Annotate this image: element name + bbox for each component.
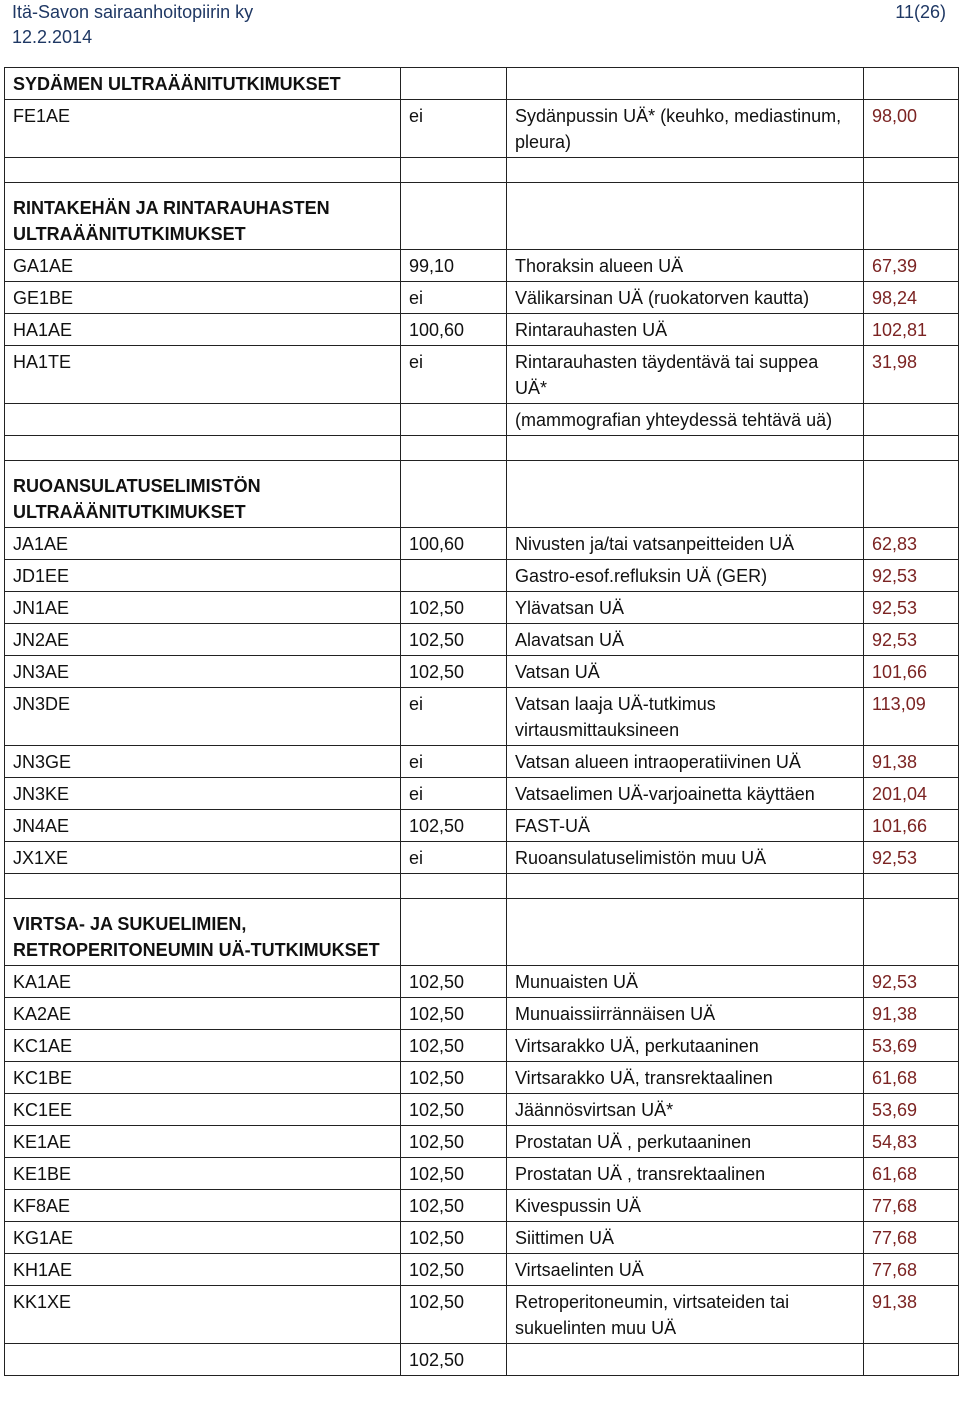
price-row — [5, 1062, 959, 1094]
price-row — [5, 746, 959, 778]
section-title: SYDÄMEN ULTRAÄÄNITUTKIMUKSET — [5, 68, 401, 100]
procedure-description: Munuaissiirrännäisen UÄ — [507, 998, 864, 1030]
price-row — [5, 1126, 959, 1158]
procedure-description: Virtsarakko UÄ, transrektaalinen — [507, 1062, 864, 1094]
price-row — [5, 624, 959, 656]
procedure-price: 67,39 — [864, 250, 959, 282]
empty-cell — [507, 158, 864, 183]
organization-name: Itä-Savon sairaanhoitopiirin ky — [12, 2, 254, 22]
previous-price: 102,50 — [401, 1062, 507, 1094]
empty-cell — [507, 183, 864, 250]
previous-price: 102,50 — [401, 1030, 507, 1062]
procedure-description: Vatsaelimen UÄ-varjoainetta käyttäen — [507, 778, 864, 810]
procedure-description: Thoraksin alueen UÄ — [507, 250, 864, 282]
previous-price: ei — [401, 778, 507, 810]
procedure-code — [5, 404, 401, 436]
empty-cell — [507, 436, 864, 461]
procedure-code: JN2AE — [5, 624, 401, 656]
empty-cell — [864, 183, 959, 250]
previous-price: 102,50 — [401, 998, 507, 1030]
price-row — [5, 528, 959, 560]
procedure-code: HA1TE — [5, 346, 401, 404]
empty-cell — [401, 461, 507, 528]
procedure-price: 53,69 — [864, 1094, 959, 1126]
previous-price: ei — [401, 746, 507, 778]
section-title: VIRTSA- JA SUKUELIMIEN, RETROPERITONEUMIN UÄ-TUTKIMUKSET — [5, 899, 401, 966]
price-row — [5, 560, 959, 592]
procedure-description: Gastro-esof.refluksin UÄ (GER) — [507, 560, 864, 592]
empty-cell — [864, 68, 959, 100]
price-row — [5, 1254, 959, 1286]
procedure-price: 31,98 — [864, 346, 959, 404]
procedure-description: Siittimen UÄ — [507, 1222, 864, 1254]
price-row — [5, 688, 959, 746]
procedure-code: JN3DE — [5, 688, 401, 746]
procedure-price: 77,68 — [864, 1190, 959, 1222]
procedure-code: FE1AE — [5, 100, 401, 158]
procedure-code: JN3GE — [5, 746, 401, 778]
previous-price: 102,50 — [401, 592, 507, 624]
previous-price: 102,50 — [401, 966, 507, 998]
previous-price: 102,50 — [401, 1158, 507, 1190]
procedure-price: 77,68 — [864, 1254, 959, 1286]
procedure-description: Ylävatsan UÄ — [507, 592, 864, 624]
empty-cell — [401, 436, 507, 461]
procedure-description: (mammografian yhteydessä tehtävä uä) — [507, 404, 864, 436]
previous-price: ei — [401, 688, 507, 746]
procedure-description: Retroperitoneumin, virtsateiden tai sukuelinten muu UÄ — [507, 1286, 864, 1344]
price-row — [5, 810, 959, 842]
section-heading-row — [5, 461, 959, 528]
previous-price: 102,50 — [401, 1254, 507, 1286]
price-row — [5, 998, 959, 1030]
previous-price: 102,50 — [401, 1222, 507, 1254]
procedure-code: KC1BE — [5, 1062, 401, 1094]
document-date: 12.2.2014 — [12, 27, 93, 47]
price-row — [5, 1222, 959, 1254]
empty-cell — [864, 436, 959, 461]
procedure-price: 92,53 — [864, 592, 959, 624]
price-row — [5, 1030, 959, 1062]
procedure-code — [5, 1344, 401, 1376]
procedure-price: 102,81 — [864, 314, 959, 346]
section-title: RINTAKEHÄN JA RINTARAUHASTEN ULTRAÄÄNITUTKIMUKSET — [5, 183, 401, 250]
procedure-code: JN3KE — [5, 778, 401, 810]
previous-price: 102,50 — [401, 1344, 507, 1376]
section-heading-row — [5, 68, 959, 100]
procedure-description: Vatsan laaja UÄ-tutkimus virtausmittauksineen — [507, 688, 864, 746]
empty-cell — [507, 68, 864, 100]
price-row — [5, 1158, 959, 1190]
empty-cell — [401, 183, 507, 250]
empty-cell — [5, 874, 401, 899]
previous-price: ei — [401, 842, 507, 874]
previous-price: 102,50 — [401, 1190, 507, 1222]
previous-price: 102,50 — [401, 624, 507, 656]
empty-cell — [507, 461, 864, 528]
previous-price: 99,10 — [401, 250, 507, 282]
procedure-code: JN1AE — [5, 592, 401, 624]
procedure-price — [864, 404, 959, 436]
price-row — [5, 346, 959, 404]
procedure-description: Virtsaelinten UÄ — [507, 1254, 864, 1286]
procedure-price: 61,68 — [864, 1158, 959, 1190]
procedure-price: 91,38 — [864, 746, 959, 778]
empty-cell — [864, 158, 959, 183]
procedure-price: 101,66 — [864, 810, 959, 842]
empty-cell — [507, 899, 864, 966]
procedure-code: HA1AE — [5, 314, 401, 346]
previous-price — [401, 404, 507, 436]
procedure-code: KK1XE — [5, 1286, 401, 1344]
previous-price: 100,60 — [401, 314, 507, 346]
procedure-code: JD1EE — [5, 560, 401, 592]
price-row — [5, 1094, 959, 1126]
procedure-code: GA1AE — [5, 250, 401, 282]
procedure-price: 91,38 — [864, 998, 959, 1030]
procedure-price — [864, 1344, 959, 1376]
procedure-price: 101,66 — [864, 656, 959, 688]
procedure-code: KC1EE — [5, 1094, 401, 1126]
price-row — [5, 966, 959, 998]
procedure-code: KA1AE — [5, 966, 401, 998]
price-table — [4, 67, 959, 1376]
empty-cell — [401, 899, 507, 966]
procedure-price: 54,83 — [864, 1126, 959, 1158]
procedure-description: Vatsan UÄ — [507, 656, 864, 688]
previous-price: 102,50 — [401, 810, 507, 842]
previous-price: 102,50 — [401, 1286, 507, 1344]
empty-cell — [5, 436, 401, 461]
procedure-code: KG1AE — [5, 1222, 401, 1254]
price-row — [5, 1190, 959, 1222]
price-row — [5, 1344, 959, 1376]
procedure-price: 92,53 — [864, 842, 959, 874]
empty-cell — [507, 874, 864, 899]
section-heading-row — [5, 899, 959, 966]
procedure-code: KE1AE — [5, 1126, 401, 1158]
procedure-code: KE1BE — [5, 1158, 401, 1190]
procedure-description: FAST-UÄ — [507, 810, 864, 842]
price-row — [5, 842, 959, 874]
procedure-code: KH1AE — [5, 1254, 401, 1286]
procedure-price: 92,53 — [864, 560, 959, 592]
procedure-description: Vatsan alueen intraoperatiivinen UÄ — [507, 746, 864, 778]
section-spacer-row — [5, 874, 959, 899]
previous-price: 102,50 — [401, 656, 507, 688]
procedure-description: Munuaisten UÄ — [507, 966, 864, 998]
procedure-price: 92,53 — [864, 624, 959, 656]
empty-cell — [864, 461, 959, 528]
section-title: RUOANSULATUSELIMISTÖN ULTRAÄÄNITUTKIMUKSET — [5, 461, 401, 528]
procedure-code: KC1AE — [5, 1030, 401, 1062]
procedure-description — [507, 1344, 864, 1376]
previous-price: ei — [401, 282, 507, 314]
procedure-code: KA2AE — [5, 998, 401, 1030]
procedure-description: Välikarsinan UÄ (ruokatorven kautta) — [507, 282, 864, 314]
procedure-description: Alavatsan UÄ — [507, 624, 864, 656]
price-row — [5, 100, 959, 158]
section-spacer-row — [5, 436, 959, 461]
procedure-description: Nivusten ja/tai vatsanpeitteiden UÄ — [507, 528, 864, 560]
previous-price: 102,50 — [401, 1094, 507, 1126]
previous-price: 102,50 — [401, 1126, 507, 1158]
empty-cell — [864, 899, 959, 966]
procedure-price: 98,24 — [864, 282, 959, 314]
procedure-description: Sydänpussin UÄ* (keuhko, mediastinum, pleura) — [507, 100, 864, 158]
procedure-description: Rintarauhasten UÄ — [507, 314, 864, 346]
procedure-code: JN3AE — [5, 656, 401, 688]
previous-price: ei — [401, 346, 507, 404]
empty-cell — [864, 874, 959, 899]
procedure-price: 62,83 — [864, 528, 959, 560]
procedure-description: Prostatan UÄ , transrektaalinen — [507, 1158, 864, 1190]
price-row — [5, 282, 959, 314]
empty-cell — [401, 158, 507, 183]
previous-price: ei — [401, 100, 507, 158]
procedure-code: KF8AE — [5, 1190, 401, 1222]
procedure-code: JN4AE — [5, 810, 401, 842]
section-spacer-row — [5, 158, 959, 183]
procedure-description: Kivespussin UÄ — [507, 1190, 864, 1222]
page-number: 11(26) — [895, 2, 946, 22]
procedure-description: Jäännösvirtsan UÄ* — [507, 1094, 864, 1126]
procedure-price: 92,53 — [864, 966, 959, 998]
previous-price: 100,60 — [401, 528, 507, 560]
empty-cell — [401, 874, 507, 899]
procedure-price: 113,09 — [864, 688, 959, 746]
procedure-code: JA1AE — [5, 528, 401, 560]
price-table-body — [5, 68, 959, 1376]
price-row — [5, 656, 959, 688]
procedure-description: Prostatan UÄ , perkutaaninen — [507, 1126, 864, 1158]
price-row — [5, 250, 959, 282]
procedure-code: JX1XE — [5, 842, 401, 874]
procedure-price: 61,68 — [864, 1062, 959, 1094]
procedure-description: Virtsarakko UÄ, perkutaaninen — [507, 1030, 864, 1062]
price-row — [5, 778, 959, 810]
procedure-price: 201,04 — [864, 778, 959, 810]
empty-cell — [401, 68, 507, 100]
price-row — [5, 1286, 959, 1344]
procedure-price: 98,00 — [864, 100, 959, 158]
previous-price — [401, 560, 507, 592]
procedure-price: 53,69 — [864, 1030, 959, 1062]
procedure-description: Ruoansulatuselimistön muu UÄ — [507, 842, 864, 874]
empty-cell — [5, 158, 401, 183]
procedure-code: GE1BE — [5, 282, 401, 314]
procedure-price: 91,38 — [864, 1286, 959, 1344]
price-row — [5, 592, 959, 624]
procedure-description: Rintarauhasten täydentävä tai suppea UÄ* — [507, 346, 864, 404]
section-heading-row — [5, 183, 959, 250]
procedure-price: 77,68 — [864, 1222, 959, 1254]
price-row — [5, 314, 959, 346]
price-row — [5, 404, 959, 436]
